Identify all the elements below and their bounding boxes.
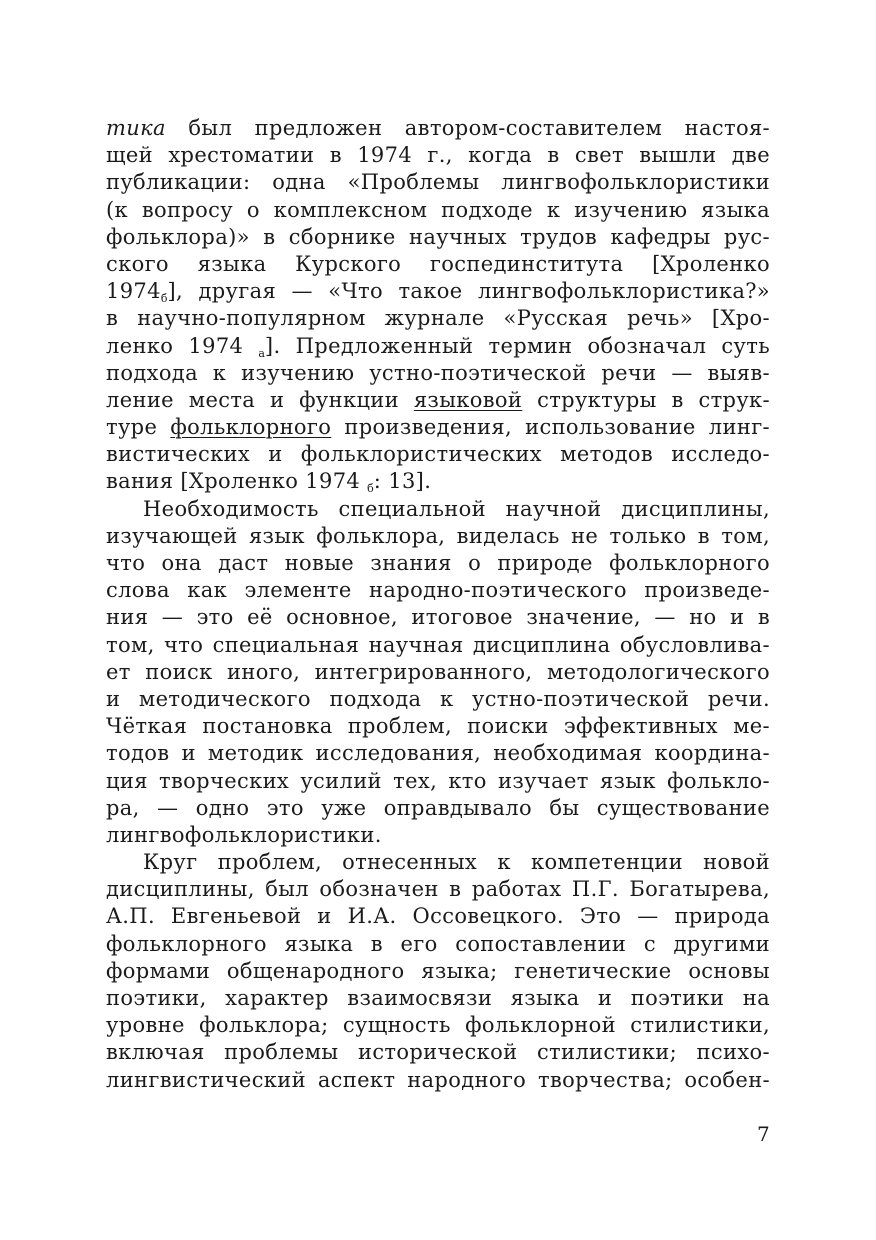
text-span: в научно-популярном журнале «Русская речь» [Хро- [106, 306, 770, 331]
text-span: фольклора)» в сборнике научных трудов кафедры рус- [106, 224, 770, 249]
page-number: 7 [757, 1122, 770, 1146]
text-span: ет поиск иного, интегрированного, методологического [106, 659, 770, 684]
text-line [106, 224, 770, 251]
text-span: уровне фольклора; сущность фольклорной стилистики, [106, 1013, 770, 1038]
text-span: ление места и функции [106, 387, 414, 412]
text-line [106, 550, 770, 577]
text-line [106, 686, 770, 713]
text-line [106, 1012, 770, 1039]
text-line [106, 468, 770, 495]
text-line [106, 577, 770, 604]
text-line [106, 604, 770, 631]
text-span: поэтики, характер взаимосвязи языка и поэтики на [106, 986, 770, 1010]
text-span: тодов и методик исследования, необходимая координа- [106, 741, 770, 766]
body-text [106, 115, 770, 1094]
text-line [106, 251, 770, 278]
text-span: дисциплины, был обозначен в работах П.Г. Богатырева, [106, 877, 770, 902]
text-span: ния — это её основное, итоговое значение, — но и в [106, 605, 770, 630]
text-line [106, 441, 770, 468]
text-span: вистических и фольклористических методов исследо- [106, 442, 770, 467]
citation-subscript: б [367, 482, 374, 496]
text-span: структуры в струк- [522, 387, 770, 412]
text-line [106, 142, 770, 169]
text-span: 1974 [106, 279, 161, 304]
text-line [106, 958, 770, 985]
text-span: произведения, использование линг- [331, 415, 770, 440]
text-line [106, 876, 770, 903]
text-span: ленко 1974 [106, 333, 259, 358]
text-line [106, 632, 770, 659]
text-line [106, 795, 770, 822]
text-span: фольклорного языка в его сопоставлении с другими [106, 931, 770, 956]
text-span: Чёткая постановка проблем, поиски эффективных ме- [106, 714, 770, 739]
citation-subscript: б [160, 292, 168, 306]
text-line [106, 1067, 770, 1094]
text-line [106, 387, 770, 414]
text-span: вания [Хроленко 1974 [106, 469, 368, 494]
text-line [106, 278, 770, 305]
citation-subscript: а [258, 346, 265, 360]
text-span: ра, — одно это уже оправдывало бы существование [106, 795, 770, 820]
text-span: Необходимость специальной научной дисциплины, [143, 496, 770, 521]
text-line [106, 985, 770, 1012]
text-span: ], другая — «Что такое лингвофольклористика?» [167, 279, 770, 304]
text-span: изучающей язык фольклора, виделась не только в том, [106, 523, 770, 548]
text-line [106, 414, 770, 441]
text-span: ция творческих усилий тех, кто изучает язык фолькло- [106, 768, 770, 793]
text-line [106, 713, 770, 740]
text-span: слова как элементе народно-поэтического произведе- [106, 578, 770, 603]
text-line [106, 659, 770, 686]
text-span: ]. Предложенный термин обозначал суть [264, 333, 770, 358]
underlined-word: фольклорного [170, 415, 332, 440]
text-line [106, 849, 770, 876]
text-span: А.П. Евгеньевой и И.А. Оссовецкого. Это — природа [106, 904, 770, 929]
text-span: щей хрестоматии в 1974 г., когда в свет вышли две [106, 143, 770, 168]
text-line [106, 169, 770, 196]
text-line [106, 740, 770, 767]
text-span: что она даст новые знания о природе фольклорного [106, 551, 770, 575]
text-line [106, 305, 770, 332]
text-line [106, 496, 770, 523]
text-line [106, 197, 770, 224]
text-span: лингвофольклористики. [106, 822, 382, 847]
underlined-word: языковой [413, 387, 523, 412]
text-span: Круг проблем, отнесенных к компетенции новой [143, 850, 770, 875]
text-span: : 13]. [373, 469, 432, 494]
text-line [106, 523, 770, 550]
text-span: подхода к изучению устно-поэтической речи — выяв- [106, 360, 770, 385]
text-span: включая проблемы исторической стилистики; психо- [106, 1040, 770, 1065]
text-span: публикации: одна «Проблемы лингвофольклористики [106, 170, 770, 195]
term-italic: тика [106, 116, 166, 140]
text-line [106, 115, 770, 142]
text-span: формами общенародного языка; генетические основы [106, 958, 770, 983]
text-span: и методического подхода к устно-поэтической речи. [106, 686, 770, 711]
text-line [106, 931, 770, 958]
text-span: лингвистический аспект народного творчества; особен- [106, 1067, 770, 1092]
text-span: (к вопросу о комплексном подходе к изучению языка [106, 197, 770, 222]
text-line [106, 1039, 770, 1066]
text-line [106, 903, 770, 930]
text-span: ского языка Курского госпединститута [Хроленко [106, 251, 770, 276]
text-line [106, 360, 770, 387]
text-span: том, что специальная научная дисциплина обусловлива- [106, 632, 770, 657]
text-span: туре [106, 415, 171, 440]
text-line [106, 333, 770, 360]
text-span: был предложен автором-составителем настоя- [165, 116, 770, 140]
text-line [106, 768, 770, 795]
text-line [106, 822, 770, 849]
